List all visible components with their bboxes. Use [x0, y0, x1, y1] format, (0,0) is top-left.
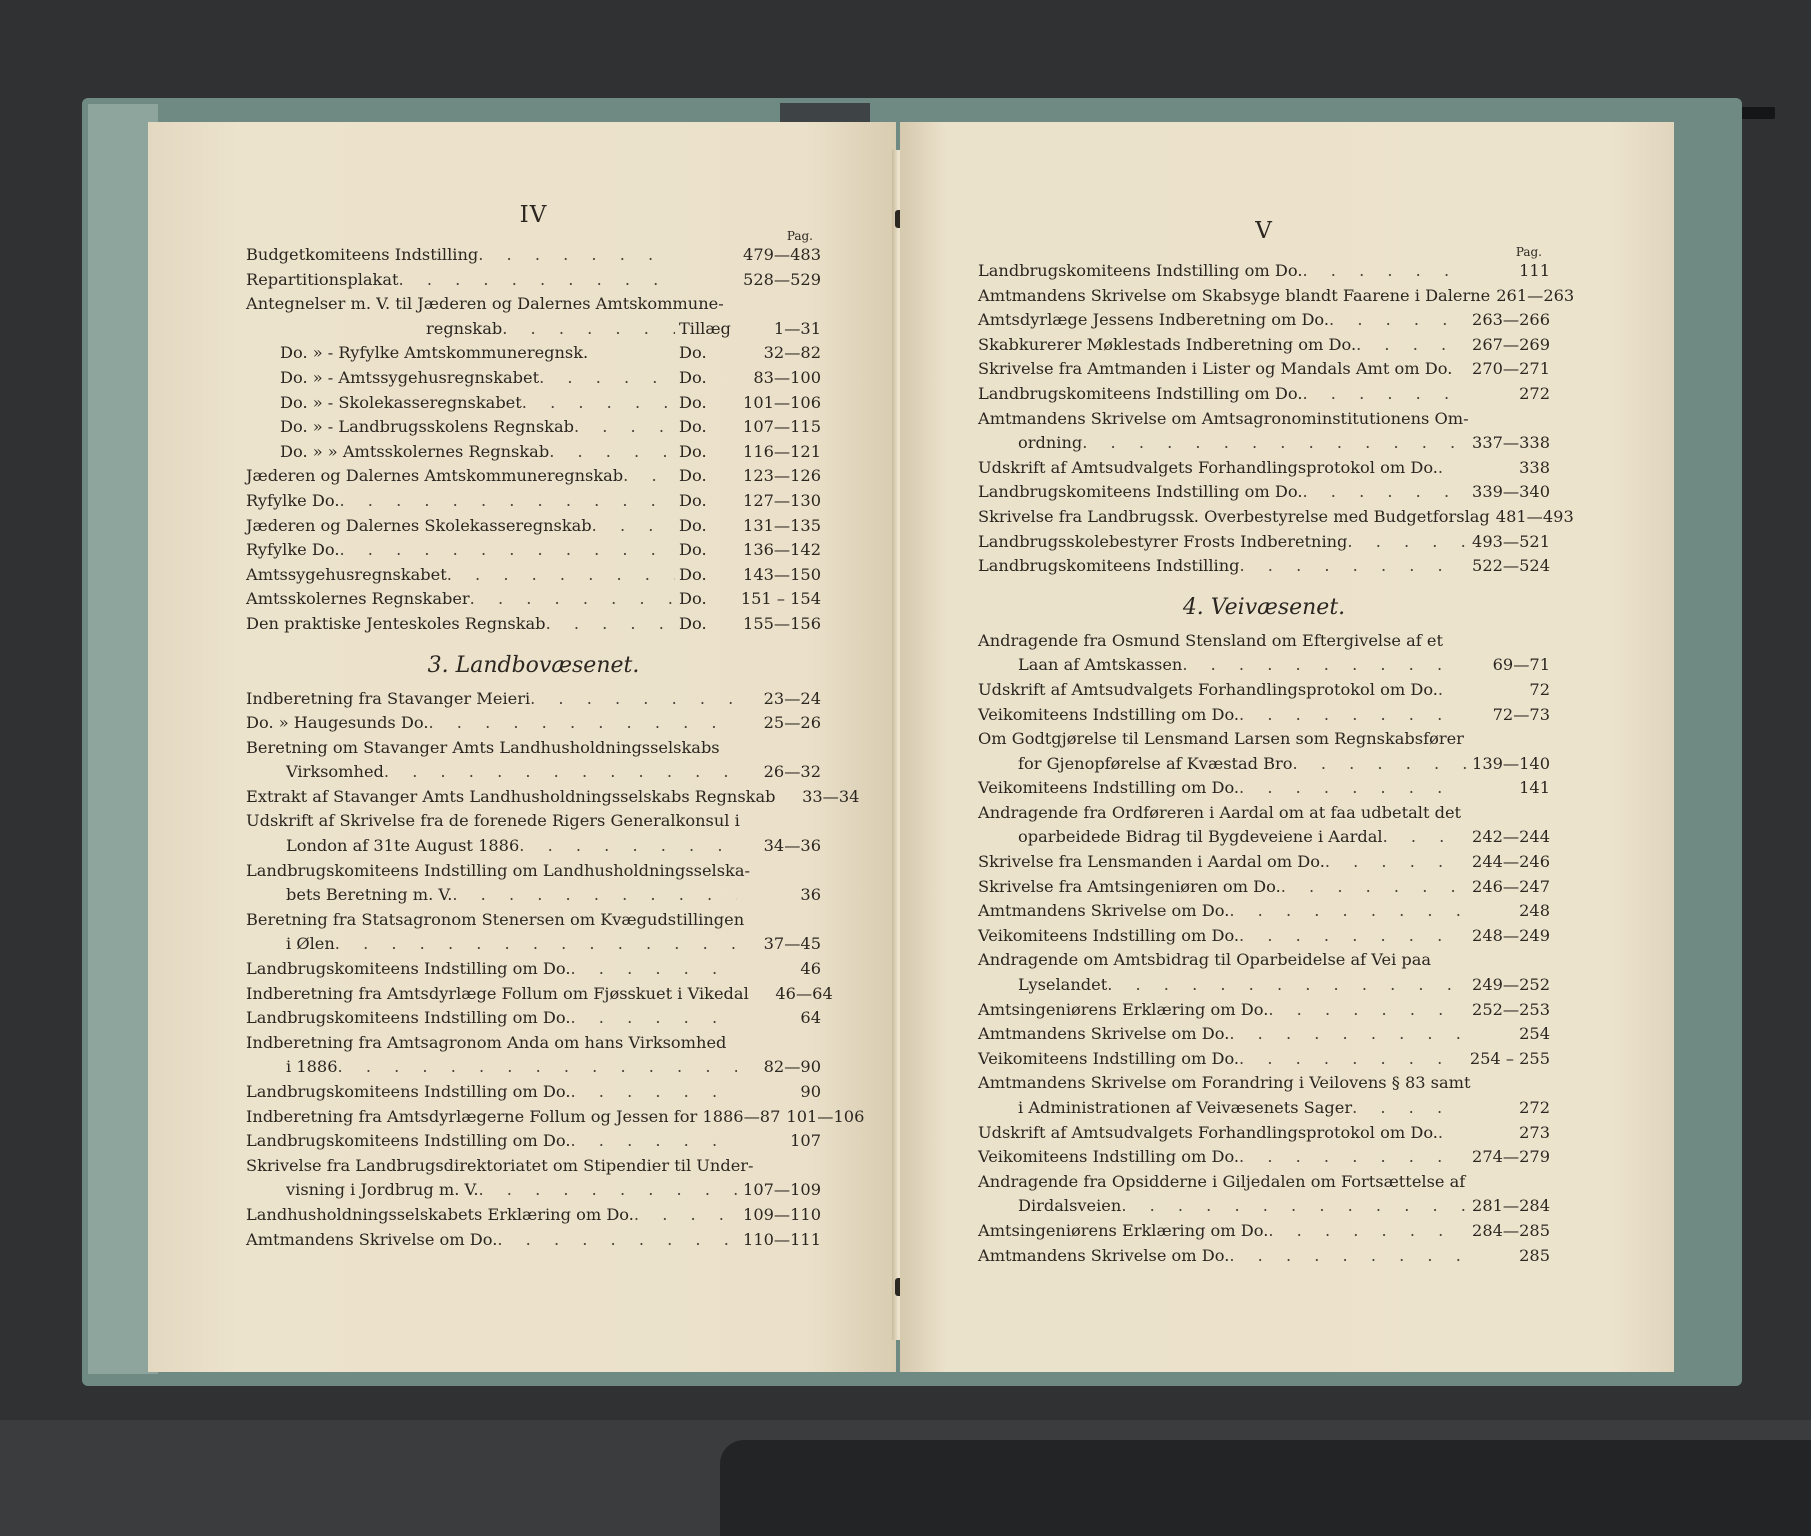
entry-title: Skrivelse fra Amtmanden i Lister og Mandals Amt om Do. — [978, 359, 1453, 379]
entries-group — [978, 259, 1575, 579]
entry-title: Den praktiske Jenteskoles Regnskab — [246, 613, 546, 633]
toc-entry — [978, 776, 1550, 801]
page-range: 69—71 — [1492, 655, 1550, 675]
toc-entry — [978, 678, 1550, 703]
dot-leader — [452, 883, 737, 908]
toc-entry — [246, 317, 821, 342]
dot-leader — [1182, 653, 1466, 678]
entry-reference: Do. — [679, 392, 707, 412]
page-range: 101—106 — [743, 392, 821, 412]
page-range: 23—24 — [763, 688, 821, 708]
dot-leader — [399, 268, 675, 293]
toc-entry — [246, 687, 821, 712]
entry-title: Indberetning fra Stavanger Meieri — [246, 688, 531, 708]
entry-title: Amtsingeniørens Erklæring om Do. — [978, 1220, 1269, 1240]
toc-entry — [246, 366, 821, 391]
entry-title: Landbrugskomiteens Indstilling om Do. — [246, 1008, 571, 1028]
entry-title: Landbrugskomiteens Indstilling om Do. — [246, 1082, 571, 1101]
page-range: 141 — [1519, 778, 1550, 798]
page-range: 34—36 — [763, 836, 821, 856]
dot-leader — [522, 391, 675, 416]
page-range: 244—246 — [1472, 852, 1550, 872]
entry-reference: Do. — [679, 466, 707, 486]
page-range: 338 — [1519, 457, 1550, 477]
dot-leader — [570, 1129, 737, 1154]
dot-leader — [339, 489, 675, 514]
entry-first-line: Skrivelse fra Landbrugsdirektoriatet om Stipendier til Under- — [246, 1155, 754, 1175]
toc-entry — [978, 875, 1550, 900]
dot-leader — [1438, 1121, 1466, 1146]
entry-title: Ryfylke Do. — [246, 490, 340, 510]
toc-entry — [246, 1228, 821, 1253]
entry-title: Skabkurerer Møklestads Indberetning om Do. — [978, 334, 1357, 354]
toc-entry — [246, 464, 821, 489]
page-range: 479—483 — [743, 245, 821, 264]
dot-leader — [546, 612, 675, 637]
toc-entry — [978, 431, 1550, 456]
entry-title: Veikomiteens Indstilling om Do. — [978, 704, 1240, 724]
entry-title: Jæderen og Dalernes Skolekasseregnskab — [246, 515, 592, 535]
page-range: 337—338 — [1472, 433, 1550, 453]
entry-first-line: Om Godtgjørelse til Lensmand Larsen som Regnskabsfører — [978, 729, 1464, 749]
page-range: 248 — [1519, 901, 1550, 921]
toc-entry — [246, 883, 821, 908]
toc-entry — [246, 563, 821, 588]
page-range: 249—252 — [1472, 975, 1550, 995]
page-range: 90 — [800, 1082, 821, 1101]
page-range: 82—90 — [763, 1057, 821, 1077]
toc-entry — [978, 530, 1550, 555]
dot-leader — [1239, 776, 1466, 801]
dot-leader — [623, 464, 675, 489]
entry-first-line: Udskrift af Skrivelse fra de forenede Rigers Generalkonsul i — [246, 811, 740, 831]
entry-title: i Ølen — [286, 934, 335, 954]
toc-entry — [978, 653, 1550, 678]
entry-reference: Do. — [679, 515, 707, 535]
section-title: 3. Landbovæsenet. — [427, 652, 640, 678]
toc-entry — [978, 899, 1550, 924]
entry-reference: Do. — [679, 613, 707, 633]
entries-group — [246, 317, 821, 342]
toc-entry — [246, 1055, 821, 1080]
page-range: 273 — [1519, 1122, 1550, 1142]
toc-entry — [246, 1080, 821, 1105]
entry-reference: Do. — [679, 589, 707, 609]
entry-title: Extrakt af Stavanger Amts Landhusholdningsselskabs Regnskab — [246, 786, 776, 806]
page-range: 33—34 — [802, 786, 860, 806]
entry-title: Amtsdyrlæge Jessens Indberetning om Do. — [978, 310, 1330, 330]
page-range: 72 — [1529, 679, 1550, 699]
dot-leader — [1438, 456, 1466, 481]
page-range: 110—111 — [743, 1229, 821, 1249]
entries-group — [246, 464, 821, 636]
toc-entry — [978, 333, 1550, 358]
entry-title: Budgetkomiteens Indstilling — [246, 245, 479, 264]
page-range: 493—521 — [1472, 531, 1550, 551]
entry-reference: Do. — [679, 490, 707, 510]
entry-title: Laan af Amtskassen — [1018, 655, 1183, 675]
page-range: 339—340 — [1472, 482, 1550, 502]
toc-entry — [978, 505, 1574, 530]
entry-first-line: Andragende om Amtsbidrag til Oparbeidelse af Vei paa — [978, 950, 1432, 970]
page-range: 25—26 — [763, 713, 821, 733]
entry-title: Skrivelse fra Lensmanden i Aardal om Do. — [978, 852, 1325, 872]
entry-reference: Do. — [679, 417, 707, 437]
dot-leader — [335, 932, 737, 957]
entry-title: Amtsskolernes Regnskaber — [246, 589, 470, 609]
entry-title: Amtsingeniørens Erklæring om Do. — [978, 999, 1269, 1019]
entry-title: Lyselandet — [1018, 975, 1108, 995]
entry-reference: Do. — [679, 441, 707, 461]
entries-group — [246, 341, 821, 464]
toc-entry — [246, 612, 821, 637]
toc-entry — [978, 259, 1550, 284]
toc-entry — [978, 382, 1550, 407]
toc-entry — [978, 480, 1550, 505]
page-range: 261—263 — [1496, 285, 1575, 305]
toc-entry — [978, 752, 1550, 777]
dot-leader — [1268, 998, 1466, 1023]
toc-entry — [246, 243, 821, 268]
dot-leader — [1229, 1244, 1466, 1269]
toc-entry — [246, 711, 821, 736]
entry-title: i 1886 — [286, 1057, 338, 1077]
entry-title: Landbrugskomiteens Indstilling om Do. — [246, 959, 571, 979]
entry-reference: Tillæg — [679, 318, 731, 338]
toc-entry — [978, 850, 1550, 875]
entry-title: Virksomhed — [286, 762, 384, 782]
toc-entry — [978, 554, 1550, 579]
page-range: 123—126 — [743, 466, 821, 486]
dot-leader — [1356, 333, 1466, 358]
entry-title: Veikomiteens Indstilling om Do. — [978, 925, 1240, 945]
dot-leader — [570, 1006, 737, 1031]
toc-entry — [246, 982, 833, 1007]
right-page-content — [978, 218, 1575, 1268]
entries-group — [978, 629, 1550, 1268]
entry-title: Jæderen og Dalernes Amtskommuneregnskab — [246, 466, 624, 486]
toc-entry — [246, 514, 821, 539]
dot-leader — [1302, 259, 1466, 284]
entry-title: Skrivelse fra Amtsingeniøren om Do. — [978, 876, 1281, 896]
entry-reference: Do. — [679, 343, 707, 363]
page-range: 109—110 — [743, 1204, 821, 1224]
page-range: 37—45 — [763, 934, 821, 954]
entry-title: Landbrugskomiteens Indstilling om Do. — [246, 1131, 571, 1151]
toc-entry — [246, 391, 821, 416]
entry-title: Landbrugskomiteens Indstilling om Do. — [978, 261, 1303, 280]
page-range: 285 — [1519, 1245, 1550, 1265]
entry-title: Do. » Haugesunds Do. — [246, 713, 429, 733]
page-range: 26—32 — [763, 762, 821, 782]
entry-title: ordning — [1018, 433, 1083, 453]
dot-leader — [570, 957, 737, 982]
page-range: 252—253 — [1472, 999, 1550, 1019]
page-range: 242—244 — [1472, 827, 1550, 847]
entry-first-line: Landbrugskomiteens Indstilling om Landhusholdningsselska- — [246, 860, 750, 880]
entry-reference: Do. — [679, 564, 707, 584]
dot-leader — [497, 1228, 737, 1253]
entry-title: Ryfylke Do. — [246, 540, 340, 560]
page-range: 528—529 — [743, 269, 821, 289]
section-title: 4. Veivæsenet. — [1182, 594, 1346, 620]
entry-title: Skrivelse fra Landbrugssk. Overbestyrelse med Budgetforslag — [978, 506, 1490, 526]
toc-entry — [246, 489, 821, 514]
entry-title: Veikomiteens Indstilling om Do. — [978, 778, 1240, 798]
entry-title: Landbrugskomiteens Indstilling om Do. — [978, 383, 1303, 403]
entry-first-line: Amtmandens Skrivelse om Amtsagronominstitutionens Om- — [978, 408, 1469, 428]
page-range: 131—135 — [743, 515, 821, 535]
toc-entry — [978, 1022, 1550, 1047]
page-range: 143—150 — [743, 564, 821, 584]
entry-title: Amtmandens Skrivelse om Do. — [978, 1024, 1230, 1044]
page-range: 151 – 154 — [740, 589, 821, 609]
page-range: 107—109 — [743, 1180, 821, 1200]
toc-entry — [978, 1047, 1550, 1072]
dot-leader — [1302, 480, 1466, 505]
dot-leader — [1329, 308, 1466, 333]
toc-entry — [246, 785, 860, 810]
toc-entry — [246, 538, 821, 563]
entry-title: Dirdalsveien — [1018, 1196, 1122, 1216]
dot-leader — [1268, 1219, 1466, 1244]
toc-entry — [978, 998, 1550, 1023]
dot-leader — [1239, 1145, 1466, 1170]
pag-label: Pag. — [786, 229, 813, 243]
page-range: 270—271 — [1472, 359, 1550, 379]
page-range: 101—106 — [786, 1106, 865, 1126]
entry-first-line: Indberetning fra Amtsagronom Anda om hans Virksomhed — [246, 1032, 727, 1052]
entry-title: for Gjenopførelse af Kvæstad Bro — [1018, 753, 1293, 773]
page-range: 107—115 — [743, 417, 821, 437]
dot-leader — [539, 366, 675, 391]
entry-title: Do. » - Ryfylke Amtskommuneregnsk. — [280, 343, 589, 363]
toc-entry — [978, 1219, 1550, 1244]
entry-first-line: Beretning om Stavanger Amts Landhusholdningsselskabs — [246, 737, 720, 757]
toc-entry — [978, 1244, 1550, 1269]
dot-leader — [470, 587, 675, 612]
entry-title: oparbeidede Bidrag til Bygdeveiene i Aardal — [1018, 827, 1383, 847]
toc-entry — [246, 1129, 821, 1154]
page-range: 155—156 — [743, 613, 821, 633]
entry-title: Landbrugskomiteens Indstilling — [978, 556, 1240, 576]
entry-title: Do. » - Skolekasseregnskabet — [280, 392, 522, 412]
page-range: 274—279 — [1472, 1147, 1550, 1167]
toc-entry — [978, 284, 1575, 309]
entry-title: Indberetning fra Amtsdyrlægerne Follum og Jessen for 1886—87 — [246, 1106, 781, 1126]
page-range: 127—130 — [743, 490, 821, 510]
toc-entry — [978, 973, 1550, 998]
dot-leader — [1239, 703, 1466, 728]
dot-leader — [1229, 1022, 1466, 1047]
entry-title: Amtmandens Skrivelse om Skabsyge blandt Faarene i Dalerne — [978, 285, 1491, 305]
entry-first-line: Andragende fra Osmund Stensland om Eftergivelse af et — [978, 630, 1444, 650]
entry-title: Repartitionsplakat — [246, 269, 399, 289]
left-page-content — [246, 202, 865, 1252]
dot-leader — [502, 317, 675, 342]
toc-entry — [978, 1145, 1550, 1170]
dot-leader — [384, 760, 737, 785]
dot-leader — [634, 1203, 737, 1228]
entry-title: Do. » » Amtsskolernes Regnskab — [280, 441, 550, 461]
table-surface-shadow — [720, 1440, 1811, 1536]
dot-leader — [1352, 1096, 1466, 1121]
dot-leader — [530, 687, 737, 712]
dot-leader — [1239, 924, 1466, 949]
page-range: 139—140 — [1472, 753, 1550, 773]
entry-first-line: Andragende fra Opsidderne i Giljedalen om Fortsættelse af — [978, 1171, 1466, 1191]
toc-entry — [246, 1203, 821, 1228]
entry-first-line: Andragende fra Ordføreren i Aardal om at faa udbetalt det — [978, 802, 1462, 822]
page-range: 248—249 — [1472, 925, 1550, 945]
page-range: 246—247 — [1472, 876, 1550, 896]
entry-title: Amtmandens Skrivelse om Do. — [978, 1245, 1230, 1265]
entry-title: Landbrugskomiteens Indstilling om Do. — [978, 482, 1303, 502]
dot-leader — [519, 834, 737, 859]
page-range: 107 — [790, 1131, 821, 1151]
page-range: 254 — [1519, 1024, 1550, 1044]
entry-title: Udskrift af Amtsudvalgets Forhandlingsprotokol om Do. — [978, 1122, 1438, 1142]
entry-title: Udskrift af Amtsudvalgets Forhandlingsprotokol om Do. — [978, 679, 1438, 699]
dot-leader — [1302, 382, 1466, 407]
entry-title: Do. » - Amtssygehusregnskabet — [280, 367, 540, 387]
dot-leader — [478, 243, 675, 268]
entries-group — [246, 687, 865, 1253]
dot-leader — [1107, 973, 1466, 998]
toc-entry — [246, 268, 821, 293]
page-range: 263—266 — [1472, 310, 1550, 330]
toc-entry — [978, 924, 1550, 949]
entry-first-line: Beretning fra Statsagronom Stenersen om Kvægudstillingen — [246, 909, 745, 929]
page-range: 83—100 — [753, 367, 821, 387]
page-range: 116—121 — [743, 441, 821, 461]
toc-entry — [246, 341, 821, 366]
toc-entry — [978, 703, 1550, 728]
page-numeral: V — [1255, 218, 1273, 244]
dot-leader — [447, 563, 675, 588]
page-range: 272 — [1519, 1098, 1550, 1117]
entry-title: Amtmandens Skrivelse om Do. — [978, 901, 1230, 921]
toc-entry — [246, 587, 821, 612]
dot-leader — [1240, 554, 1467, 579]
page-range: 281—284 — [1472, 1196, 1550, 1216]
dot-leader — [479, 1178, 737, 1203]
entry-first-line: Amtmandens Skrivelse om Forandring i Veilovens § 83 samt — [978, 1073, 1471, 1093]
entry-title: Udskrift af Amtsudvalgets Forhandlingsprotokol om Do. — [978, 457, 1438, 477]
pag-label: Pag. — [1515, 245, 1542, 259]
entry-first-line: Antegnelser m. V. til Jæderen og Dalernes Amtskommune- — [246, 294, 724, 314]
toc-entry — [246, 1006, 821, 1031]
page-numeral: IV — [519, 202, 548, 228]
page-range: 36 — [800, 885, 821, 905]
entry-title: visning i Jordbrug m. V. — [286, 1180, 479, 1200]
page-range: 522—524 — [1472, 556, 1550, 576]
page-range: 46—64 — [775, 983, 833, 1003]
dot-leader — [1281, 875, 1466, 900]
entry-title: Veikomiteens Indstilling om Do. — [978, 1147, 1240, 1167]
dot-leader — [1347, 530, 1466, 555]
dot-leader — [1325, 850, 1466, 875]
entry-title: regnskab — [426, 318, 503, 338]
page-range: 272 — [1519, 383, 1550, 403]
dot-leader — [592, 514, 675, 539]
page-range: 32—82 — [763, 343, 821, 363]
toc-entry — [246, 760, 821, 785]
page-range: 72—73 — [1492, 704, 1550, 724]
entry-title: London af 31te August 1886 — [286, 836, 520, 856]
entry-title: Landbrugsskolebestyrer Frosts Indberetning — [978, 531, 1348, 551]
entry-title: Indberetning fra Amtsdyrlæge Follum om Fjøsskuet i Vikedal — [246, 983, 749, 1003]
entry-title: i Administrationen af Veivæsenets Sager — [1018, 1098, 1353, 1117]
entry-reference: Do. — [679, 367, 707, 387]
dot-leader — [570, 1080, 737, 1105]
entry-title: Landhusholdningsselskabets Erklæring om Do. — [246, 1204, 634, 1224]
entry-title: bets Beretning m. V. — [286, 885, 453, 905]
dot-leader — [574, 415, 675, 440]
toc-entry — [978, 825, 1550, 850]
dot-leader — [1082, 431, 1466, 456]
dot-leader — [1293, 752, 1466, 777]
dot-leader — [338, 1055, 737, 1080]
entries-group — [246, 243, 821, 292]
toc-entry — [246, 1178, 821, 1203]
page-range: 46 — [800, 959, 821, 979]
toc-entry — [978, 456, 1550, 481]
page-range: 267—269 — [1472, 334, 1550, 354]
entry-reference: Do. — [679, 540, 707, 560]
page-range: 254 – 255 — [1469, 1048, 1550, 1068]
toc-entry — [246, 1105, 865, 1130]
page-range: 64 — [800, 1008, 821, 1028]
toc-entry — [978, 357, 1550, 382]
entry-title: Amtmandens Skrivelse om Do. — [246, 1229, 498, 1249]
entry-title: Veikomiteens Indstilling om Do. — [978, 1048, 1240, 1068]
toc-entry — [978, 1096, 1550, 1121]
dot-leader — [1239, 1047, 1466, 1072]
dot-leader — [1383, 825, 1466, 850]
entry-title: Amtssygehusregnskabet — [246, 564, 447, 584]
toc-entry — [978, 1121, 1550, 1146]
toc-entry — [246, 957, 821, 982]
toc-entry — [246, 932, 821, 957]
dot-leader — [428, 711, 737, 736]
dot-leader — [339, 538, 675, 563]
entry-title: Do. » - Landbrugsskolens Regnskab — [280, 417, 574, 437]
page-range: 481—493 — [1495, 506, 1574, 526]
toc-entry — [978, 1194, 1550, 1219]
toc-entry — [246, 440, 821, 465]
dot-leader — [549, 440, 675, 465]
dot-leader — [1121, 1194, 1466, 1219]
right-page — [900, 122, 1674, 1372]
left-page — [148, 122, 896, 1372]
toc-entry — [246, 415, 821, 440]
page-range: 111 — [1519, 261, 1550, 280]
page-range: 1—31 — [773, 318, 821, 338]
page-range: 136—142 — [743, 540, 821, 560]
toc-entry — [246, 834, 821, 859]
page-range: 284—285 — [1472, 1220, 1550, 1240]
dot-leader — [1229, 899, 1466, 924]
dot-leader — [1438, 678, 1466, 703]
toc-entry — [978, 308, 1550, 333]
